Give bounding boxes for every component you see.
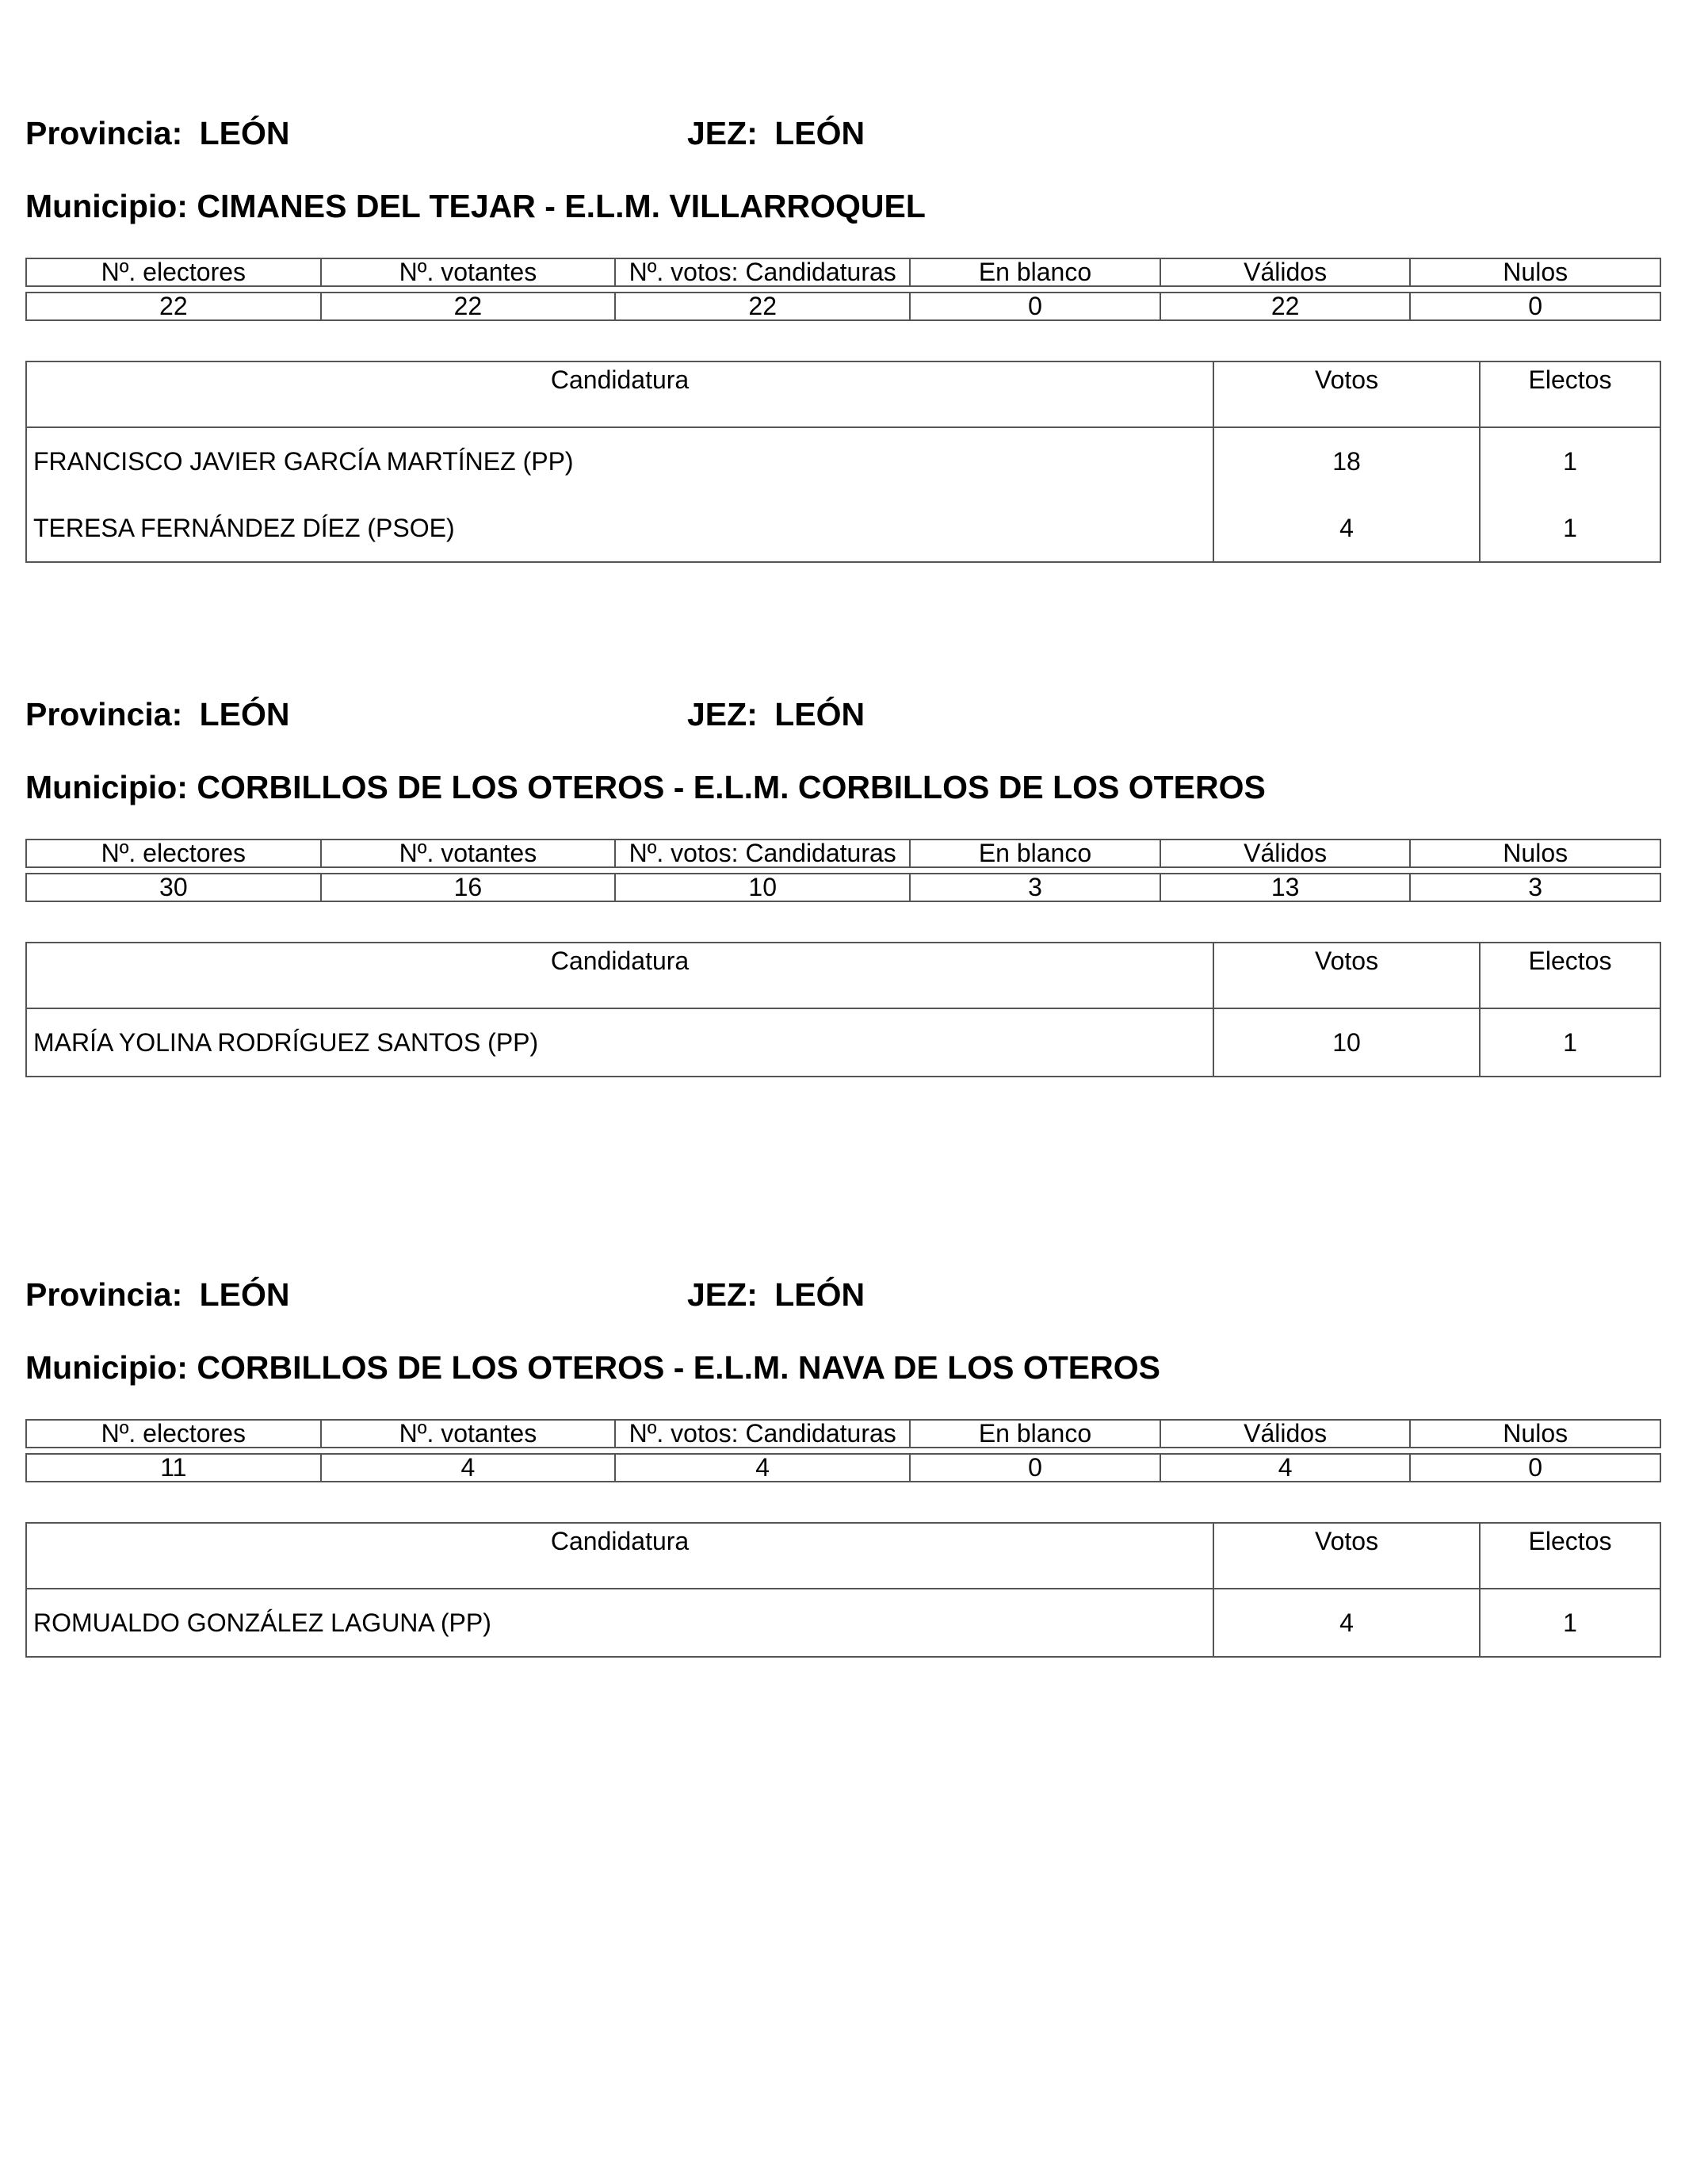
candidates-table [25, 361, 1661, 563]
jez: JEZ: LEÓN [687, 696, 865, 732]
stats-value-row: 30 16 10 3 13 3 [26, 874, 1660, 901]
jez-value: LEÓN [774, 696, 865, 732]
section-2 [25, 1276, 1661, 1637]
jez-value: LEÓN [774, 1276, 865, 1313]
municipio-value: CORBILLOS DE LOS OTEROS - E.L.M. CORBILLOS DE LOS OTEROS [197, 769, 1266, 805]
section-0 [25, 115, 1661, 542]
stats-header-row: Nº. electores Nº. votantes Nº. votos: Candidaturas En blanco Válidos Nulos [26, 840, 1660, 867]
provincia: Provincia: LEÓN [25, 696, 290, 732]
candidates-header-row: Candidatura Votos Electos [26, 943, 1660, 1008]
candidate-row: MARÍA YOLINA RODRÍGUEZ SANTOS (PP) 10 1 [26, 1008, 1660, 1077]
stats-table [25, 1419, 1661, 1482]
municipio-value: CORBILLOS DE LOS OTEROS - E.L.M. NAVA DE LOS OTEROS [197, 1349, 1161, 1386]
municipio: Municipio: CORBILLOS DE LOS OTEROS - E.L.M. CORBILLOS DE LOS OTEROS [25, 769, 1266, 805]
section-header [25, 1276, 1661, 1324]
provincia: Provincia: LEÓN [25, 115, 290, 151]
stats-header-row: Nº. electores Nº. votantes Nº. votos: Candidaturas En blanco Válidos Nulos [26, 258, 1660, 286]
provincia-value: LEÓN [199, 1276, 290, 1313]
jez: JEZ: LEÓN [687, 1276, 865, 1313]
candidates-header-row: Candidatura Votos Electos [26, 361, 1660, 427]
provincia: Provincia: LEÓN [25, 1276, 290, 1313]
candidates-header-row: Candidatura Votos Electos [26, 1523, 1660, 1589]
stats-value-row: 22 22 22 0 22 0 [26, 293, 1660, 320]
section-header [25, 115, 1661, 163]
section-header [25, 696, 1661, 744]
municipio: Municipio: CORBILLOS DE LOS OTEROS - E.L.M. NAVA DE LOS OTEROS [25, 1349, 1161, 1386]
stats-table [25, 258, 1661, 321]
stats-value-row: 11 4 4 0 4 0 [26, 1454, 1660, 1482]
stats-table [25, 839, 1661, 902]
jez-value: LEÓN [774, 115, 865, 151]
candidate-row: ROMUALDO GONZÁLEZ LAGUNA (PP) 4 1 [26, 1589, 1660, 1657]
candidates-table [25, 942, 1661, 1077]
provincia-value: LEÓN [199, 115, 290, 151]
provincia-value: LEÓN [199, 696, 290, 732]
candidates-table [25, 1522, 1661, 1658]
jez: JEZ: LEÓN [687, 115, 865, 151]
municipio-value: CIMANES DEL TEJAR - E.L.M. VILLARROQUEL [197, 188, 926, 224]
section-1 [25, 696, 1661, 1057]
municipio: Municipio: CIMANES DEL TEJAR - E.L.M. VILLARROQUEL [25, 188, 926, 224]
candidate-row: FRANCISCO JAVIER GARCÍA MARTÍNEZ (PP) 18 1 [26, 427, 1660, 495]
candidate-row: TERESA FERNÁNDEZ DÍEZ (PSOE) 4 1 [26, 495, 1660, 562]
stats-header-row: Nº. electores Nº. votantes Nº. votos: Candidaturas En blanco Válidos Nulos [26, 1420, 1660, 1448]
